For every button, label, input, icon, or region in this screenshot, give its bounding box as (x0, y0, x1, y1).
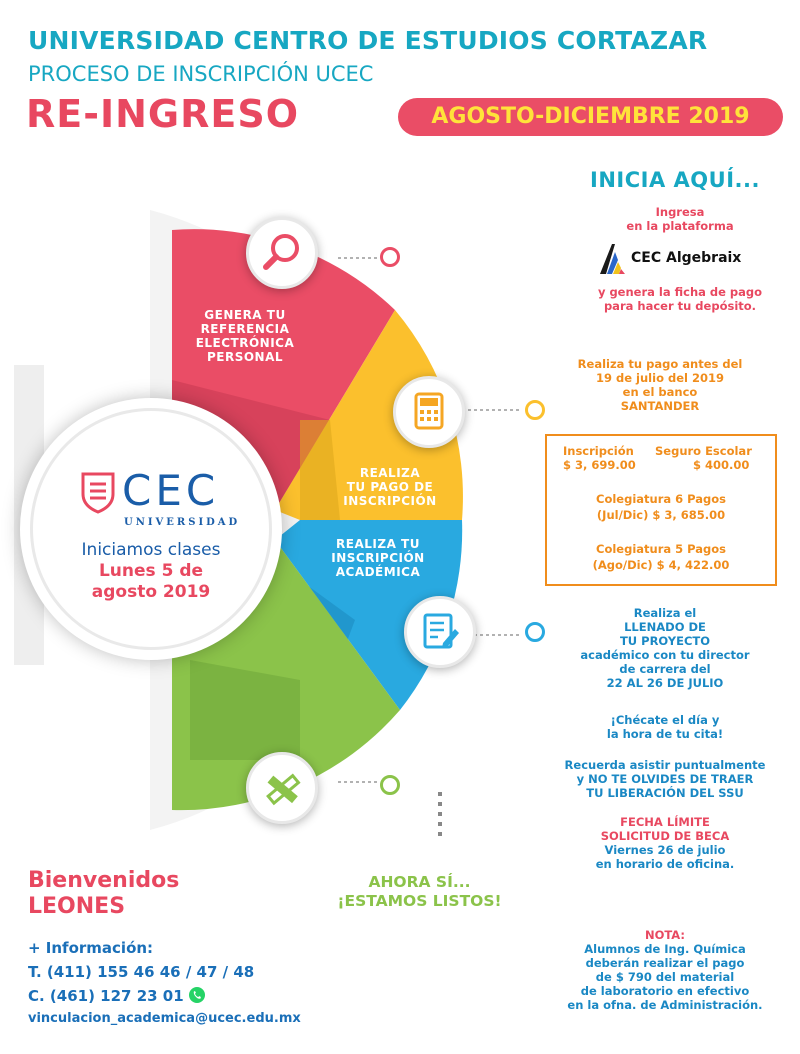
insc-value: $ 3, 699.00 (563, 458, 636, 472)
nota-text: NOTA: Alumnos de Ing. Química deberán realizar el pago de $ 790 del material de laboratorio en efectivo en la ofna. de Administración. (567, 928, 763, 1012)
recuerda-text: Recuerda asistir puntualmente y NO TE OLVIDES DE TRAER TU LIBERACIÓN DEL SSU (564, 758, 766, 800)
step-dot-yellow (525, 400, 545, 420)
seguro-label: Seguro Escolar (655, 444, 752, 458)
period-badge: AGOSTO-DICIEMBRE 2019 (398, 98, 783, 136)
genera-ficha-text: y genera la ficha de pago para hacer tu depósito. (597, 285, 763, 313)
col6-value: (Jul/Dic) $ 3, 685.00 (596, 508, 726, 522)
ruler-pencil-icon (249, 755, 315, 821)
col5-value: (Ago/Dic) $ 4, 422.00 (592, 558, 730, 572)
algebraix-icon (598, 242, 626, 276)
form-step (404, 596, 476, 668)
col6-label: Colegiatura 6 Pagos (596, 492, 726, 506)
col5-label: Colegiatura 5 Pagos (596, 542, 726, 556)
welcome-text: Bienvenidos LEONES (28, 868, 180, 919)
checate-text: ¡Chécate el día y la hora de tu cita! (606, 713, 724, 741)
insc-label: Inscripción (563, 444, 634, 458)
algebraix-logo (598, 240, 768, 278)
tools-step (246, 752, 318, 824)
university-title: UNIVERSIDAD CENTRO DE ESTUDIOS CORTAZAR (28, 26, 708, 55)
whatsapp-icon (188, 986, 206, 1004)
seguro-value: $ 400.00 (693, 458, 750, 472)
llenado-text: Realiza el LLENADO DE TU PROYECTO académico con tu director de carrera del 22 AL 26 DE JULIO (580, 606, 750, 690)
logo-text: CEC (122, 466, 220, 515)
search-step (246, 217, 318, 289)
classes-start: Iniciamos clases Lunes 5 de agosto 2019 (81, 540, 221, 602)
inicia-aqui: INICIA AQUÍ... (590, 168, 760, 192)
contact-info: + Información: T. (411) 155 46 46 / 47 / 48 C. (461) 127 23 01 (28, 939, 255, 1005)
pago-text: Realiza tu pago antes del 19 de julio del 2019 en el banco SANTANDER (577, 357, 743, 413)
blue-step-label: REALIZA TU INSCRIPCIÓN ACADÉMICA (331, 537, 425, 579)
red-step-label: GENERA TU REFERENCIA ELECTRÓNICA PERSONAL (195, 308, 295, 364)
step-dot-green (380, 775, 400, 795)
fecha-limite-text: FECHA LÍMITE SOLICITUD DE BECA Viernes 26 de julio en horario de oficina. (595, 815, 735, 871)
calculator-step (393, 376, 465, 448)
shield-icon (80, 470, 116, 514)
main-circle (20, 398, 282, 660)
reingreso-title: RE-INGRESO (26, 92, 300, 136)
step-dot-red (380, 247, 400, 267)
process-subtitle: PROCESO DE INSCRIPCIÓN UCEC (28, 62, 374, 86)
costs-box (545, 434, 777, 586)
logo-sub: UNIVERSIDAD (124, 517, 241, 528)
email-link[interactable]: vinculacion_academica@ucec.edu.mx (28, 1011, 301, 1026)
ingresa-text: Ingresa en la plataforma (626, 205, 734, 233)
step-dot-blue (525, 622, 545, 642)
yellow-step-label: REALIZA TU PAGO DE INSCRIPCIÓN (343, 466, 437, 508)
algebraix-label: CEC Algebraix (631, 250, 742, 266)
search-icon (249, 220, 315, 286)
calculator-icon (396, 379, 462, 445)
ahora-si-text: AHORA SÍ... ¡ESTAMOS LISTOS! (337, 873, 502, 910)
form-edit-icon (407, 599, 473, 665)
